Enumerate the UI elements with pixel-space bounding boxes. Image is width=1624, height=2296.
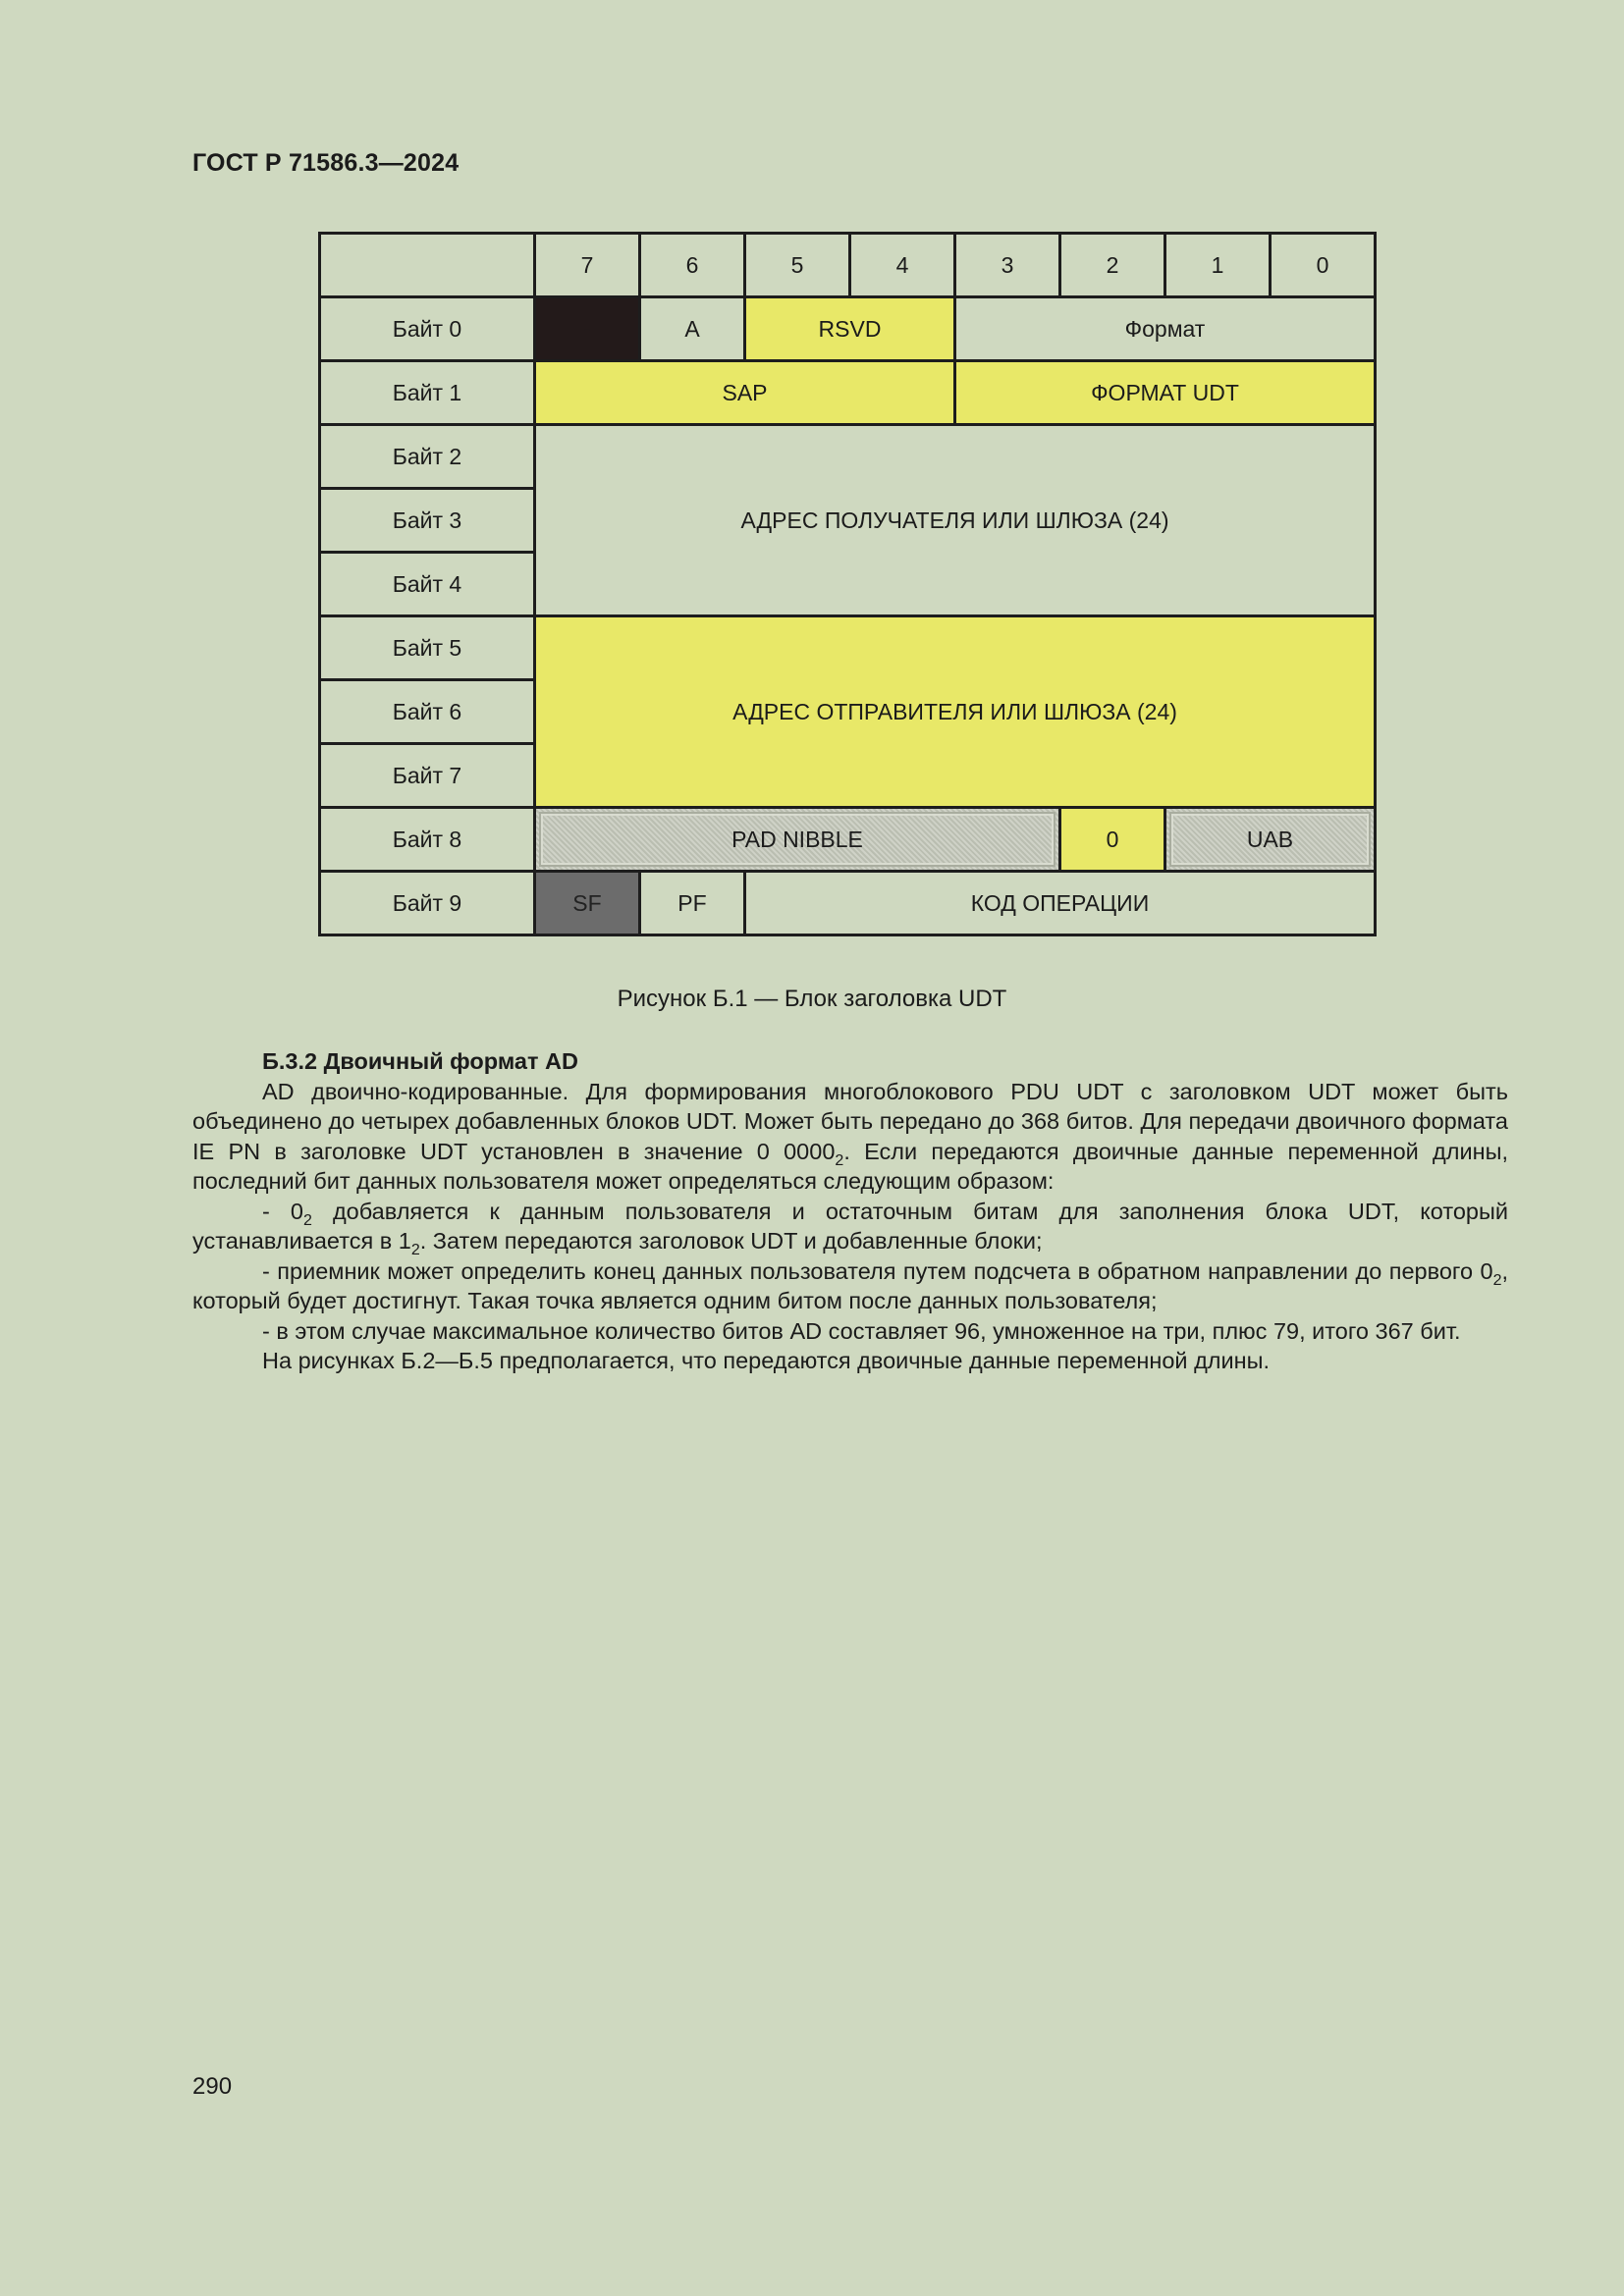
byte-1-label: Байт 1 [320, 361, 535, 425]
bit-2-header: 2 [1060, 234, 1165, 297]
bit-6-header: 6 [640, 234, 745, 297]
corner-cell [320, 234, 535, 297]
bit-7-header: 7 [535, 234, 640, 297]
byte-7-label: Байт 7 [320, 744, 535, 808]
byte0-bit7-field: - [535, 297, 640, 361]
figure-caption: Рисунок Б.1 — Блок заголовка UDT [617, 986, 1007, 1012]
list-item-2 [192, 1256, 1508, 1316]
byte-8-row [320, 808, 1376, 872]
byte-5-label: Байт 5 [320, 616, 535, 680]
byte0-rsvd-field: RSVD [745, 297, 955, 361]
byte8-pad-nibble-field [535, 808, 1060, 872]
list-item-1 [192, 1197, 1508, 1256]
byte-1-row [320, 361, 1376, 425]
byte-8-label: Байт 8 [320, 808, 535, 872]
li2-text-a: - приемник может определить конец данных пользователя путем подсчета в обратном направлении до первого 0 [262, 1257, 1493, 1284]
pad-nibble-label: PAD NIBBLE [539, 812, 1056, 867]
section-b32 [192, 1046, 1508, 1376]
source-address-field: АДРЕС ОТПРАВИТЕЛЯ ИЛИ ШЛЮЗА (24) [535, 616, 1376, 808]
li1-text-a: - 0 [262, 1198, 303, 1224]
li1-text-b: добавляется к данным пользователя и остаточным битам для заполнения блока UDT, который устанавливается в 1 [192, 1198, 1508, 1254]
bit-header-row [320, 234, 1376, 297]
bit-1-header: 1 [1165, 234, 1271, 297]
p1-text-b: . Если передаются двоичные данные переменной длины, последний бит данных пользователя может определяться следующим образом: [192, 1138, 1508, 1194]
p1-subscript: 2 [835, 1151, 844, 1169]
byte-6-label: Байт 6 [320, 680, 535, 744]
bit-3-header: 3 [955, 234, 1060, 297]
byte-9-row [320, 872, 1376, 935]
bit-4-header: 4 [850, 234, 955, 297]
li2-subscript: 2 [1492, 1271, 1502, 1289]
byte-9-label: Байт 9 [320, 872, 535, 935]
byte9-opcode-field: КОД ОПЕРАЦИИ [745, 872, 1376, 935]
paragraph-1 [192, 1077, 1508, 1197]
byte9-sf-field: SF [535, 872, 640, 935]
li1-text-c: . Затем передаются заголовок UDT и добавленные блоки; [419, 1228, 1043, 1254]
list-item-3: - в этом случае максимальное количество битов AD составляет 96, умноженное на три, плюс 79, итого 367 бит. [262, 1317, 1461, 1344]
li1-subscript-1: 2 [302, 1211, 312, 1229]
byte0-a-field: A [640, 297, 745, 361]
byte-4-label: Байт 4 [320, 553, 535, 616]
section-heading: Б.3.2 Двоичный формат AD [262, 1048, 578, 1074]
udt-header-block-table [318, 232, 1377, 936]
li2-text-b: , который будет достигнут. Такая точка является одним битом после данных пользователя; [192, 1257, 1508, 1313]
page-number: 290 [192, 2073, 233, 2100]
p1-text-a: AD двоично-кодированные. Для формирования многоблокового PDU UDT с заголовком UDT может быть объединено до четырех добавленных блоков UDT. Может быть передано до 368 битов. Для передачи двоичного формата IE PN в заголовке UDT установлен в значение 0 0000 [192, 1078, 1508, 1164]
byte-2-row [320, 425, 1376, 489]
paragraph-last: На рисунках Б.2—Б.5 предполагается, что передаются двоичные данные переменной длины. [262, 1348, 1271, 1373]
byte-0-row [320, 297, 1376, 361]
byte8-uab-field [1165, 808, 1376, 872]
uab-label: UAB [1169, 812, 1371, 867]
bit-5-header: 5 [745, 234, 850, 297]
byte-0-label: Байт 0 [320, 297, 535, 361]
byte-5-row [320, 616, 1376, 680]
byte0-format-field: Формат [955, 297, 1376, 361]
byte9-pf-field: PF [640, 872, 745, 935]
byte8-zero-field: 0 [1060, 808, 1165, 872]
destination-address-field: АДРЕС ПОЛУЧАТЕЛЯ ИЛИ ШЛЮЗА (24) [535, 425, 1376, 616]
byte1-udt-format-field: ФОРМАТ UDT [955, 361, 1376, 425]
bit-0-header: 0 [1271, 234, 1376, 297]
document-header: ГОСТ Р 71586.3—2024 [192, 149, 460, 177]
li1-subscript-2: 2 [410, 1242, 420, 1258]
byte-2-label: Байт 2 [320, 425, 535, 489]
byte1-sap-field: SAP [535, 361, 955, 425]
byte-3-label: Байт 3 [320, 489, 535, 553]
